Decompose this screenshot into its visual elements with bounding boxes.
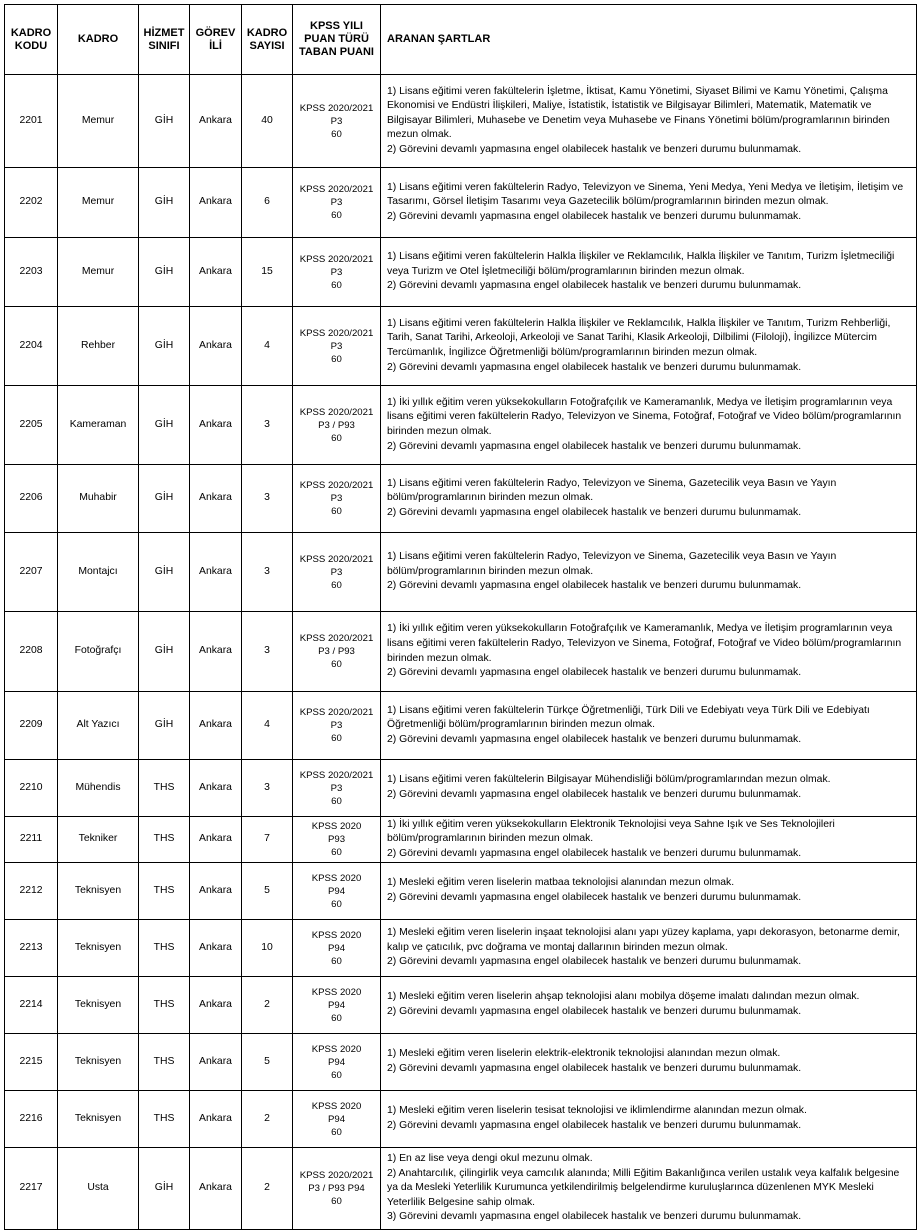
header-text: KADRO: [246, 26, 288, 39]
gorev-ili-cell: Ankara: [190, 760, 242, 817]
kpss-line: 60: [331, 1126, 342, 1138]
kpss-line: P94: [327, 1056, 346, 1068]
hizmet-sinifi-cell: THS: [139, 1034, 190, 1091]
sart-item: 2) Görevini devamlı yapmasına engel olabilecek hastalık ve benzeri durumu bulunmamak.: [387, 733, 802, 745]
gorev-ili-cell: Ankara: [190, 307, 242, 386]
sart-item: 2) Görevini devamlı yapmasına engel olabilecek hastalık ve benzeri durumu bulunmamak.: [387, 1120, 802, 1131]
kpss-line: 60: [331, 733, 342, 744]
aranan-sartlar-cell: [381, 1148, 917, 1230]
kpss-cell: [293, 817, 381, 863]
kadro-cell: Fotoğrafçı: [58, 612, 139, 692]
kpss-line: KPSS 2020: [311, 1043, 362, 1055]
kpss-line: 60: [331, 279, 342, 291]
table-row: [5, 168, 917, 238]
header-kpss: [293, 5, 381, 75]
aranan-sartlar-cell: [381, 920, 917, 977]
hizmet-sinifi-cell: GİH: [139, 1148, 190, 1230]
kadro-sayisi-cell: 2: [242, 1091, 293, 1148]
kpss-cell: [293, 533, 381, 612]
table-row: [5, 386, 917, 465]
table-header-row: [5, 5, 917, 75]
hizmet-sinifi-cell: THS: [139, 817, 190, 863]
aranan-sartlar-cell: [381, 1091, 917, 1148]
gorev-ili-cell: Ankara: [190, 920, 242, 977]
aranan-sartlar-cell: [381, 760, 917, 817]
gorev-ili-cell: Ankara: [190, 817, 242, 863]
table-row: [5, 307, 917, 386]
hizmet-sinifi-cell: GİH: [139, 75, 190, 168]
kpss-line: 60: [331, 432, 342, 444]
kadro-sayisi-cell: 3: [242, 760, 293, 817]
sart-item: 1) İki yıllık eğitim veren yüksekokulların Fotoğrafçılık ve Kameramanlık, Medya ve İletişim programlarının veya lisans eğitimi veren fakültelerin Radyo, Televizyon ve Sinema, Fotoğraf, Fotoğraf ve Video bölüm/programlarının birinden mezun olmak.: [387, 396, 902, 437]
kadro-cell: Mühendis: [58, 760, 139, 817]
kpss-line: P3 / P93: [318, 419, 355, 431]
kadro-sayisi-cell: 2: [242, 1148, 293, 1230]
kpss-line: 60: [331, 353, 342, 365]
aranan-sartlar-cell: [381, 1034, 917, 1091]
kadro-cell: Teknisyen: [58, 920, 139, 977]
aranan-sartlar-cell: [381, 692, 917, 760]
kadro-kodu-cell: 2216: [5, 1091, 58, 1148]
kpss-line: P3: [330, 782, 343, 794]
gorev-ili-cell: Ankara: [190, 75, 242, 168]
sart-item: 2) Görevini devamlı yapmasına engel olabilecek hastalık ve benzeri durumu bulunmamak.: [387, 789, 802, 800]
aranan-sartlar-cell: [381, 977, 917, 1034]
gorev-ili-cell: Ankara: [190, 465, 242, 533]
header-text: SINIFI: [148, 39, 180, 52]
sart-item: 1) Lisans eğitimi veren fakültelerin Radyo, Televizyon ve Sinema, Yeni Medya, Yeni Medya ve İletişim, İletişim ve Tasarımı, Görsel İletişim Tasarımı veya Gazetecilik bölüm/programlarının birinden mezun olmak.: [387, 181, 904, 208]
sart-item: 1) Lisans eğitimi veren fakültelerin Radyo, Televizyon ve Sinema, Gazetecilik veya Basın ve Yayın bölüm/programlarının birinden mezun olmak.: [387, 477, 837, 504]
kadro-cell: Teknisyen: [58, 863, 139, 920]
sart-item: 2) Görevini devamlı yapmasına engel olabilecek hastalık ve benzeri durumu bulunmamak.: [387, 847, 802, 859]
kadro-cell: Teknisyen: [58, 977, 139, 1034]
kpss-cell: [293, 760, 381, 817]
header-kadro-kodu: [5, 5, 58, 75]
kadro-kodu-cell: 2202: [5, 168, 58, 238]
kadro-cell: Tekniker: [58, 817, 139, 863]
table-row: [5, 1148, 917, 1230]
sart-item: 2) Görevini devamlı yapmasına engel olabilecek hastalık ve benzeri durumu bulunmamak.: [387, 1063, 802, 1074]
kpss-cell: [293, 920, 381, 977]
gorev-ili-cell: Ankara: [190, 1091, 242, 1148]
sart-item: 1) Mesleki eğitim veren liselerin matbaa teknolojisi alanından mezun olmak.: [387, 877, 735, 889]
kadro-table: [4, 4, 917, 1230]
aranan-sartlar-cell: [381, 307, 917, 386]
kpss-cell: [293, 238, 381, 307]
kpss-cell: [293, 75, 381, 168]
header-text: GÖREV: [195, 26, 236, 39]
kadro-cell: Kameraman: [58, 386, 139, 465]
aranan-sartlar-cell: [381, 465, 917, 533]
hizmet-sinifi-cell: GİH: [139, 307, 190, 386]
kpss-line: KPSS 2020/2021: [299, 769, 374, 781]
sart-item: 1) Mesleki eğitim veren liselerin inşaat teknolojisi alanı yapı yüzey kaplama, yapı dekorasyon, betonarme demir, kalıp ve çatıcılık, pvc doğrama ve montaj dallarının birinden mezun olmak.: [387, 927, 900, 953]
aranan-sartlar-cell: [381, 817, 917, 863]
kpss-line: 60: [331, 506, 342, 517]
kadro-kodu-cell: 2208: [5, 612, 58, 692]
gorev-ili-cell: Ankara: [190, 168, 242, 238]
header-text: KADRO: [77, 33, 119, 45]
kpss-line: P3 / P93: [318, 646, 355, 657]
hizmet-sinifi-cell: THS: [139, 977, 190, 1034]
kadro-cell: Rehber: [58, 307, 139, 386]
sart-item: 1) Lisans eğitimi veren fakültelerin Bilgisayar Mühendisliği bölüm/programlarından mezun olmak.: [387, 774, 831, 786]
kpss-line: P94: [327, 942, 346, 954]
kpss-line: KPSS 2020: [311, 872, 362, 884]
kpss-line: KPSS 2020: [311, 821, 362, 832]
hizmet-sinifi-cell: GİH: [139, 386, 190, 465]
kpss-line: 60: [331, 955, 342, 967]
sart-item: 1) İki yıllık eğitim veren yüksekokulların Fotoğrafçılık ve Kameramanlık, Medya ve İletişim programlarının veya lisans eğitimi veren fakültelerin Radyo, Televizyon ve Sinema, Fotoğraf, Fotoğraf ve Video bölüm/programlarının birinden mezun olmak.: [387, 623, 902, 664]
kadro-cell: Teknisyen: [58, 1034, 139, 1091]
kadro-sayisi-cell: 3: [242, 612, 293, 692]
sart-item: 2) Görevini devamlı yapmasına engel olabilecek hastalık ve benzeri durumu bulunmamak.: [387, 956, 802, 968]
kadro-cell: Teknisyen: [58, 1091, 139, 1148]
kadro-kodu-cell: 2213: [5, 920, 58, 977]
kpss-line: KPSS 2020/2021: [299, 633, 374, 644]
hizmet-sinifi-cell: GİH: [139, 692, 190, 760]
sart-item: 2) Görevini devamlı yapmasına engel olabilecek hastalık ve benzeri durumu bulunmamak.: [387, 506, 802, 518]
kadro-kodu-cell: 2204: [5, 307, 58, 386]
header-kadro-sayisi: [242, 5, 293, 75]
kadro-sayisi-cell: 4: [242, 307, 293, 386]
sart-item: 2) Görevini devamlı yapmasına engel olabilecek hastalık ve benzeri durumu bulunmamak.: [387, 1006, 802, 1017]
kpss-line: 60: [331, 128, 342, 140]
kadro-sayisi-cell: 3: [242, 533, 293, 612]
table-row: [5, 920, 917, 977]
aranan-sartlar-cell: [381, 533, 917, 612]
kpss-line: KPSS 2020: [311, 929, 362, 941]
aranan-sartlar-cell: [381, 863, 917, 920]
hizmet-sinifi-cell: THS: [139, 1091, 190, 1148]
kpss-line: KPSS 2020: [311, 986, 362, 998]
kpss-line: 60: [331, 579, 342, 591]
kpss-line: 60: [331, 795, 342, 807]
hizmet-sinifi-cell: THS: [139, 760, 190, 817]
kadro-sayisi-cell: 40: [242, 75, 293, 168]
kpss-line: KPSS 2020/2021: [299, 707, 374, 718]
kpss-line: KPSS 2020/2021: [299, 253, 374, 265]
aranan-sartlar-cell: [381, 238, 917, 307]
kpss-line: P93: [327, 834, 346, 845]
sart-item: 2) Anahtarcılık, çilingirlik veya camcılık alanında; Milli Eğitim Bakanlığınca verilen ustalık veya kalfalık belgesine ya da Mesleki Yeterlilik Kurumunca yetkilendirilmiş belgelendirme kuruluşlarınca düzenlenen MYK Mesleki Yeterlilik Belgesine sahip olmak.: [387, 1167, 900, 1208]
header-text: KODU: [14, 39, 48, 52]
gorev-ili-cell: Ankara: [190, 238, 242, 307]
header-kadro: [58, 5, 139, 75]
kpss-line: P94: [327, 999, 346, 1011]
table-row: [5, 692, 917, 760]
kadro-kodu-cell: 2217: [5, 1148, 58, 1230]
header-text: PUAN TÜRÜ: [304, 33, 369, 45]
kadro-kodu-cell: 2205: [5, 386, 58, 465]
kpss-cell: [293, 863, 381, 920]
aranan-sartlar-cell: [381, 75, 917, 168]
kadro-kodu-cell: 2209: [5, 692, 58, 760]
sart-item: 1) En az lise veya dengi okul mezunu olmak.: [387, 1153, 593, 1165]
kpss-line: P3: [330, 720, 343, 731]
kadro-sayisi-cell: 2: [242, 977, 293, 1034]
aranan-sartlar-cell: [381, 386, 917, 465]
kpss-line: 60: [331, 659, 342, 670]
kpss-line: KPSS 2020/2021: [299, 102, 374, 114]
table-row: [5, 612, 917, 692]
gorev-ili-cell: Ankara: [190, 1034, 242, 1091]
kpss-line: KPSS 2020/2021: [299, 184, 374, 195]
kadro-sayisi-cell: 5: [242, 1034, 293, 1091]
kpss-line: 60: [331, 898, 342, 910]
kpss-line: P3: [330, 115, 343, 127]
sart-item: 1) Lisans eğitimi veren fakültelerin Radyo, Televizyon ve Sinema, Gazetecilik veya Basın ve Yayın bölüm/programlarının birinden mezun olmak.: [387, 551, 837, 577]
kpss-cell: [293, 977, 381, 1034]
aranan-sartlar-cell: [381, 612, 917, 692]
sart-item: 2) Görevini devamlı yapmasına engel olabilecek hastalık ve benzeri durumu bulunmamak.: [387, 361, 802, 373]
table-row: [5, 75, 917, 168]
kadro-sayisi-cell: 5: [242, 863, 293, 920]
hizmet-sinifi-cell: THS: [139, 863, 190, 920]
kpss-cell: [293, 1034, 381, 1091]
sart-item: 2) Görevini devamlı yapmasına engel olabilecek hastalık ve benzeri durumu bulunmamak.: [387, 667, 802, 679]
gorev-ili-cell: Ankara: [190, 533, 242, 612]
sart-item: 2) Görevini devamlı yapmasına engel olabilecek hastalık ve benzeri durumu bulunmamak.: [387, 210, 802, 222]
kadro-kodu-cell: 2203: [5, 238, 58, 307]
hizmet-sinifi-cell: GİH: [139, 238, 190, 307]
sart-item: 1) Lisans eğitimi veren fakültelerin İşletme, İktisat, Kamu Yönetimi, Siyaset Bilimi ve Kamu Yönetimi, Çalışma Ekonomisi ve Endüstri İlişkileri, Maliye, İstatistik, İstatistik ve Bilgisayar Bilimleri, Matematik, Matematik ve Bilgisayar Bilimleri, Muhasebe ve Denetim veya Muhasebe ve Finans Yönetimi bölüm/programlarının birinden mezun olmak.: [387, 85, 890, 141]
table-row: [5, 533, 917, 612]
header-text: ARANAN ŞARTLAR: [387, 33, 491, 45]
kadro-kodu-cell: 2211: [5, 817, 58, 863]
sart-item: 1) Mesleki eğitim veren liselerin elektrik-elektronik teknolojisi alanından mezun olmak.: [387, 1048, 781, 1060]
kpss-line: P3: [330, 566, 343, 578]
kadro-kodu-cell: 2215: [5, 1034, 58, 1091]
sart-item: 2) Görevini devamlı yapmasına engel olabilecek hastalık ve benzeri durumu bulunmamak.: [387, 440, 802, 452]
kadro-sayisi-cell: 7: [242, 817, 293, 863]
kpss-line: P3: [330, 197, 343, 208]
kadro-sayisi-cell: 6: [242, 168, 293, 238]
kpss-line: 60: [331, 1196, 342, 1207]
kpss-cell: [293, 386, 381, 465]
table-row: [5, 863, 917, 920]
kpss-line: 60: [331, 847, 342, 858]
kadro-cell: Usta: [58, 1148, 139, 1230]
kpss-line: KPSS 2020: [311, 1100, 362, 1112]
table-row: [5, 760, 917, 817]
header-text: KPSS YILI: [310, 20, 363, 32]
hizmet-sinifi-cell: THS: [139, 920, 190, 977]
kadro-sayisi-cell: 10: [242, 920, 293, 977]
sart-item: 2) Görevini devamlı yapmasına engel olabilecek hastalık ve benzeri durumu bulunmamak.: [387, 580, 802, 592]
sart-item: 1) Mesleki eğitim veren liselerin tesisat teknolojisi ve iklimlendirme alanından mezun olmak.: [387, 1105, 807, 1117]
header-text: SAYISI: [249, 39, 285, 52]
sart-item: 1) Mesleki eğitim veren liselerin ahşap teknolojisi alanı mobilya döşeme imalatı dalından mezun olmak.: [387, 991, 860, 1003]
hizmet-sinifi-cell: GİH: [139, 465, 190, 533]
kpss-line: P3 / P93 P94: [308, 1183, 365, 1194]
header-text: KADRO: [10, 26, 52, 39]
kadro-kodu-cell: 2201: [5, 75, 58, 168]
hizmet-sinifi-cell: GİH: [139, 612, 190, 692]
kadro-kodu-cell: 2206: [5, 465, 58, 533]
aranan-sartlar-cell: [381, 168, 917, 238]
header-gorev-ili: [190, 5, 242, 75]
kpss-line: KPSS 2020/2021: [299, 327, 374, 339]
header-text: TABAN PUANI: [299, 46, 374, 58]
kadro-kodu-cell: 2210: [5, 760, 58, 817]
sart-item: 1) Lisans eğitimi veren fakültelerin Türkçe Öğretmenliği, Türk Dili ve Edebiyatı veya Türk Dili ve Edebiyatı Öğretmenliği bölüm/programlarının birinden mezun olmak.: [387, 704, 870, 731]
kpss-cell: [293, 168, 381, 238]
hizmet-sinifi-cell: GİH: [139, 168, 190, 238]
kpss-line: KPSS 2020/2021: [299, 553, 374, 565]
table-row: [5, 817, 917, 863]
kpss-line: P3: [330, 266, 343, 278]
document-page: [4, 4, 917, 1230]
header-text: İLİ: [209, 39, 222, 52]
kpss-cell: [293, 692, 381, 760]
kadro-kodu-cell: 2212: [5, 863, 58, 920]
table-body: [5, 75, 917, 1230]
kadro-cell: Memur: [58, 75, 139, 168]
kpss-line: P94: [327, 885, 346, 897]
kadro-sayisi-cell: 3: [242, 465, 293, 533]
kpss-line: KPSS 2020/2021: [299, 1170, 374, 1181]
kadro-cell: Muhabir: [58, 465, 139, 533]
table-row: [5, 465, 917, 533]
header-text: HİZMET: [143, 26, 185, 39]
sart-item: 2) Görevini devamlı yapmasına engel olabilecek hastalık ve benzeri durumu bulunmamak.: [387, 143, 802, 155]
sart-item: 1) Lisans eğitimi veren fakültelerin Halkla İlişkiler ve Reklamcılık, Halkla İlişkiler ve Tanıtım, Turizm Rehberliği, Tarih, Sanat Tarihi, Arkeoloji, Arkeoloji ve Sanat Tarihi, Klasik Arkeoloji, Dilbilimi (Filoloji), İngilizce Mütercim Tercümanlık, İngilizce Öğretmenliği bölüm/programlarının birinden mezun olmak.: [387, 317, 891, 358]
gorev-ili-cell: Ankara: [190, 612, 242, 692]
gorev-ili-cell: Ankara: [190, 1148, 242, 1230]
kpss-line: P3: [330, 340, 343, 352]
kpss-cell: [293, 612, 381, 692]
kpss-line: KPSS 2020/2021: [299, 480, 374, 491]
gorev-ili-cell: Ankara: [190, 692, 242, 760]
sart-item: 2) Görevini devamlı yapmasına engel olabilecek hastalık ve benzeri durumu bulunmamak.: [387, 892, 802, 903]
kadro-cell: Memur: [58, 238, 139, 307]
gorev-ili-cell: Ankara: [190, 863, 242, 920]
kadro-sayisi-cell: 15: [242, 238, 293, 307]
table-row: [5, 1091, 917, 1148]
gorev-ili-cell: Ankara: [190, 977, 242, 1034]
kpss-line: 60: [331, 1012, 342, 1024]
kpss-cell: [293, 1148, 381, 1230]
gorev-ili-cell: Ankara: [190, 386, 242, 465]
table-row: [5, 1034, 917, 1091]
kpss-line: P3: [330, 493, 343, 504]
table-row: [5, 238, 917, 307]
kadro-kodu-cell: 2207: [5, 533, 58, 612]
table-row: [5, 977, 917, 1034]
hizmet-sinifi-cell: GİH: [139, 533, 190, 612]
kpss-line: 60: [331, 1069, 342, 1081]
kpss-line: KPSS 2020/2021: [299, 406, 374, 418]
sart-item: 2) Görevini devamlı yapmasına engel olabilecek hastalık ve benzeri durumu bulunmamak.: [387, 280, 802, 292]
kpss-line: 60: [331, 210, 342, 221]
kpss-cell: [293, 465, 381, 533]
kpss-cell: [293, 1091, 381, 1148]
kpss-cell: [293, 307, 381, 386]
header-aranan-sartlar: [381, 5, 917, 75]
kadro-cell: Montajcı: [58, 533, 139, 612]
header-hizmet-sinifi: [139, 5, 190, 75]
kadro-cell: Alt Yazıcı: [58, 692, 139, 760]
kadro-sayisi-cell: 4: [242, 692, 293, 760]
kadro-kodu-cell: 2214: [5, 977, 58, 1034]
sart-item: 1) Lisans eğitimi veren fakültelerin Halkla İlişkiler ve Reklamcılık, Halkla İlişkiler ve Tanıtım, Turizm İşletmeciliği veya Turizm ve Otel İşletmeciliği bölüm/programlarının birinden mezun olmak.: [387, 251, 895, 277]
sart-item: 1) İki yıllık eğitim veren yüksekokulların Elektronik Teknolojisi veya Sahne Işık ve Ses Teknolojileri bölüm/programlarının birinden mezun olmak.: [387, 818, 835, 845]
sart-item: 3) Görevini devamlı yapmasına engel olabilecek hastalık ve benzeri durumu bulunmamak.: [387, 1211, 802, 1223]
kpss-line: P94: [327, 1113, 346, 1125]
kadro-cell: Memur: [58, 168, 139, 238]
kadro-sayisi-cell: 3: [242, 386, 293, 465]
